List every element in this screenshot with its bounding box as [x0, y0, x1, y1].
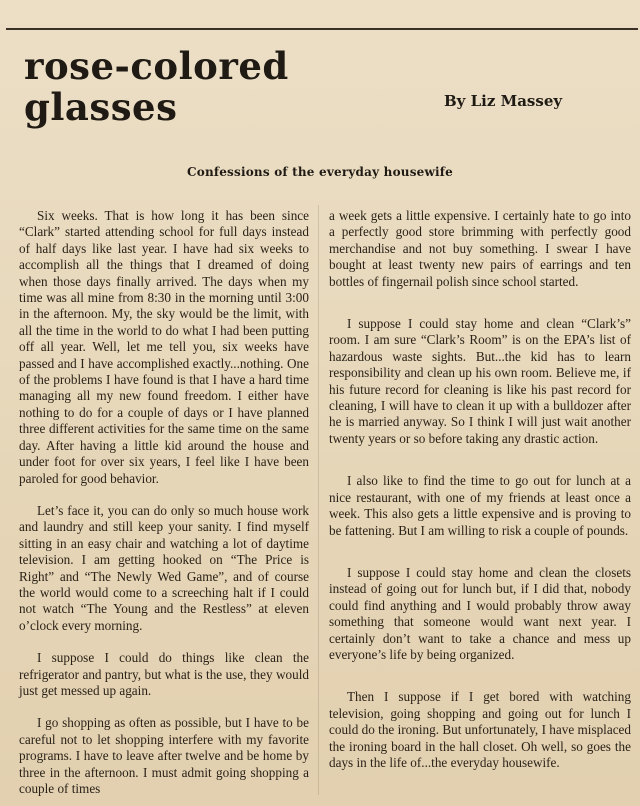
right-column	[329, 208, 631, 771]
byline: By Liz Massey	[444, 92, 563, 110]
left-column	[19, 208, 309, 797]
top-rule	[6, 28, 638, 30]
paragraph: Let’s face it, you can do only so much house work and laundry and still keep your sanity. I find myself sitting in an easy chair and watching a lot of daytime television. I am getting hooked on “The Price is Right” and “The Newly Wed Game”, and of course the world would come to a screeching halt if I could not watch “The Young and the Restless” at eleven o’clock every morning.	[19, 502, 309, 633]
paragraph: I suppose I could stay home and clean “Clark’s” room. I am sure “Clark’s Room” is on the EPA’s list of hazardous waste sights. But...the kid has to learn responsibility and clean up his own room. Believe me, if his future record for cleaning is like his past record for cleaning, I will have to clean it up with a bulldozer after he is married anyway. So I think I will just wait another twenty years or so before taking any drastic action.	[329, 316, 631, 446]
paragraph: I suppose I could do things like clean the refrigerator and pantry, but what is the use, they would just get messed up again.	[19, 650, 309, 698]
title-line-2: glasses	[24, 85, 178, 129]
paragraph: I also like to find the time to go out for lunch at a nice restaurant, with one of my friends at least once a week. This also gets a little expensive and is proving to be fattening. But I am willing to risk a couple of pounds.	[329, 473, 631, 538]
title-line-1: rose-colored	[24, 44, 289, 88]
article-title	[24, 46, 289, 128]
paragraph: I go shopping as often as possible, but I have to be careful not to let shopping interfere with my favorite programs. I have to leave after twelve and be home by three in the afternoon. I must admit going shopping a couple of times	[19, 715, 309, 796]
paragraph: a week gets a little expensive. I certainly hate to go into a perfectly good store brimming with perfectly good merchandise and not buy something. I swear I have bought at least twenty new pairs of earrings and ten bottles of fingernail polish since school started.	[329, 208, 631, 289]
paragraph: Then I suppose if I get bored with watching television, going shopping and going out for lunch I could do the ironing. But unfortunately, I have misplaced the ironing board in the hall closet. Oh well, so goes the days in the life of...the everyday housewife.	[329, 689, 631, 770]
article-subtitle: Confessions of the everyday housewife	[186, 165, 453, 179]
column-divider	[318, 205, 319, 795]
paragraph: I suppose I could stay home and clean the closets instead of going out for lunch but, if I did that, nobody could find anything and I would probably throw away something that someone would want next year. I certainly don’t want to take a chance and mess up everyone’s life by being organized.	[329, 564, 631, 662]
paragraph: Six weeks. That is how long it has been since “Clark” started attending school for full days instead of half days like last year. I have had six weeks to accomplish all the things that I dreamed of doing when those days finally arrived. The days when my time was all mine from 8:30 in the morning until 3:00 in the afternoon. My, the sky would be the limit, with all the time in the world to do what I had been putting off all year. Well, let me tell you, six weeks have passed and I have accomplished exactly...nothing. One of the problems I have found is that I have a hard time managing all my new found freedom. I either have nothing to do for a couple of days or I have planned three different activities for the same time on the same day. After having a little kid around the house and under foot for over six years, I feel like I have been paroled for good behavior.	[19, 208, 309, 486]
